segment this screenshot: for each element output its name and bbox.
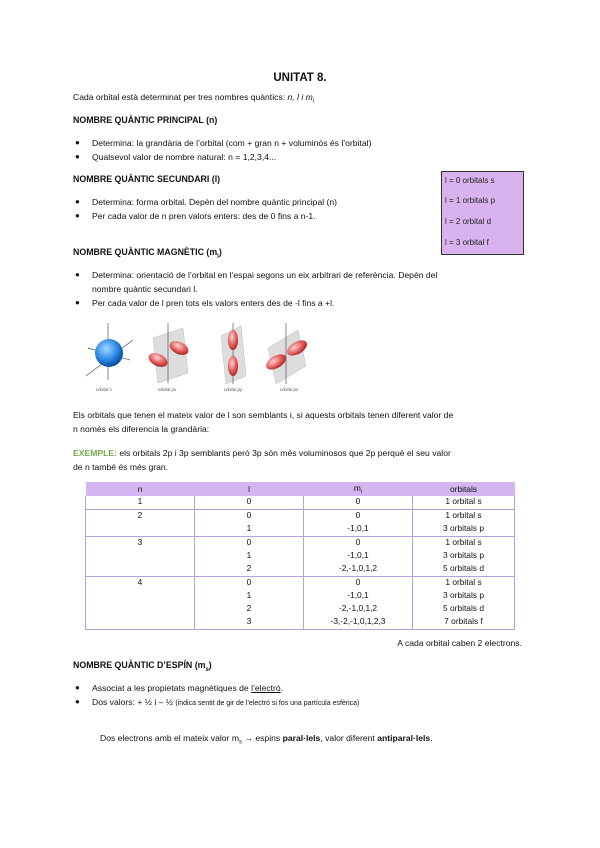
bullet-icon: ● (75, 152, 80, 161)
cell-n (86, 590, 195, 603)
spin-heading-end: ) (208, 660, 212, 670)
group-n2 (86, 510, 515, 537)
spin-b1-link[interactable]: l’electró (251, 683, 281, 693)
l-box-line-d: l = 2 orbital d (445, 217, 492, 226)
l-values-box (441, 171, 524, 255)
secundari-bullet-1: Determina: forma orbital. Depèn del nombre quàntic principal (n) (92, 197, 338, 207)
final-b: → espins (241, 733, 283, 743)
final-e: antiparal·lels (377, 733, 431, 743)
cell-n: 4 (86, 577, 195, 591)
magnetic-bullet-2: Per cada valor de l pren tots els valors enters des de -l fins a +l. (92, 298, 335, 308)
header-orbitals: orbitals (413, 482, 515, 496)
figure-label-s: orbital s (96, 387, 112, 392)
magnetic-bullet-1: Determina: orientació de l’orbital en l’espai segons un eix arbitrari de referència. Depèn del (92, 270, 438, 280)
intro-text: Cada orbital està determinat per tres nombres quàntics: (73, 92, 288, 102)
bullet-icon: ● (75, 697, 80, 706)
intro-sub: l (312, 98, 315, 105)
spin-heading-text: NOMBRE QUÀNTIC D’ESPÍN (m (73, 660, 206, 670)
page-title: UNITAT 8. (273, 72, 327, 84)
cell-l: 3 (195, 616, 304, 630)
paragraph-line-1: Els orbitals que tenen el mateix valor de l son semblants i, si aquests orbitals tenen diferent valor de (73, 410, 454, 420)
table-row (86, 577, 515, 591)
cell-orbitals: 1 orbital s (413, 537, 515, 551)
orbital-pz-icon (263, 323, 309, 384)
example-line-1 (73, 448, 451, 458)
figure-label-pz: orbital pz (280, 387, 299, 392)
table-row (86, 523, 515, 537)
final-c: paral·lels (282, 733, 321, 743)
final-f: . (430, 733, 433, 743)
cell-n: 2 (86, 510, 195, 524)
cell-orbitals: 3 orbitals p (413, 590, 515, 603)
example-label: EXEMPLE: (73, 448, 117, 458)
cell-l: 0 (195, 537, 304, 551)
cell-n: 1 (86, 496, 195, 510)
secundari-bullet-2: Per cada valor de n pren valors enters: des de 0 fins a n-1. (92, 211, 316, 221)
magnetic-heading-sub: l (217, 253, 219, 260)
final-sub: s (238, 739, 242, 746)
l-box-line-p: l = 1 orbitals p (445, 196, 496, 205)
spin-bullet-2 (92, 697, 359, 707)
bullet-icon: ● (75, 138, 80, 147)
spin-b2-text: Dos valors: + ½ i – ½ (92, 697, 176, 707)
intro-line (73, 92, 314, 105)
spin-heading-sub: s (205, 666, 209, 673)
cell-m: -3,-2,-1,0,1,2,3 (304, 616, 413, 630)
orbital-px-icon (146, 323, 190, 383)
cell-orbitals: 3 orbitals p (413, 550, 515, 563)
cell-orbitals: 1 orbital s (413, 577, 515, 591)
cell-m: 0 (304, 577, 413, 591)
cell-l: 2 (195, 603, 304, 616)
table-header-row (86, 482, 515, 496)
bullet-icon: ● (75, 683, 80, 692)
group-n1 (86, 496, 515, 510)
table-note: A cada orbital caben 2 electrons. (397, 638, 522, 648)
spin-b2-small: (indica sentit de gir de l’electró si fos una partícula esfèrica) (175, 700, 360, 707)
cell-l: 1 (195, 590, 304, 603)
cell-n (86, 550, 195, 563)
table-row (86, 550, 515, 563)
magnetic-heading-text: NOMBRE QUÀNTIC MAGNÈTIC (m (73, 247, 218, 257)
principal-bullet-2: Qualsevol valor de nombre natural: n = 1,2,3,4... (92, 152, 277, 162)
quantum-table (85, 482, 515, 630)
cell-orbitals: 7 orbitals f (413, 616, 515, 630)
final-d: , valor diferent (320, 733, 378, 743)
cell-m: -1,0,1 (304, 550, 413, 563)
table-row (86, 563, 515, 577)
spin-bullet-1 (92, 683, 283, 693)
table-row (86, 510, 515, 524)
figure-label-py: orbital py (224, 387, 243, 392)
header-m-sub: l (360, 489, 363, 496)
cell-m: 0 (304, 496, 413, 510)
orbital-s-icon (86, 323, 133, 380)
header-m-text: m (353, 482, 361, 493)
magnetic-heading-end: ) (218, 247, 222, 257)
cell-m: -2,-1,0,1,2 (304, 563, 413, 577)
principal-bullet-1: Determina: la grandària de l’orbital (com + gran n + voluminós és l’orbital) (92, 138, 372, 148)
cell-orbitals: 5 orbitals d (413, 603, 515, 616)
cell-n: 3 (86, 537, 195, 551)
paragraph-line-2: n només els diferencia la grandària: (73, 424, 210, 434)
figure-label-px: orbital px (158, 387, 177, 392)
cell-l: 1 (195, 523, 304, 537)
cell-n (86, 563, 195, 577)
spin-final-line (100, 733, 433, 746)
cell-m: -1,0,1 (304, 590, 413, 603)
table-row (86, 496, 515, 510)
cell-orbitals: 5 orbitals d (413, 563, 515, 577)
principal-heading: NOMBRE QUÀNTIC PRINCIPAL (n) (73, 115, 218, 125)
l-box-line-s: l = 0 orbitals s (445, 176, 495, 185)
cell-m: -2,-1,0,1,2 (304, 603, 413, 616)
intro-vars: n, l i m (287, 92, 313, 102)
orbital-figure (78, 318, 318, 393)
group-n4 (86, 577, 515, 630)
cell-orbitals: 1 orbital s (413, 496, 515, 510)
cell-l: 0 (195, 510, 304, 524)
bullet-icon: ● (75, 298, 80, 307)
cell-l: 0 (195, 496, 304, 510)
spin-heading (73, 660, 212, 673)
cell-m: 0 (304, 537, 413, 551)
table-row (86, 537, 515, 551)
cell-l: 0 (195, 577, 304, 591)
header-l: l (195, 482, 304, 496)
bullet-icon: ● (75, 270, 80, 279)
cell-orbitals: 1 orbital s (413, 510, 515, 524)
example-line-2: de n també és més gran. (73, 462, 169, 472)
spin-b1-end: . (280, 683, 284, 693)
table-row (86, 590, 515, 603)
cell-m: -1,0,1 (304, 523, 413, 537)
final-a: Dos electrons amb el mateix valor m (100, 733, 239, 743)
cell-orbitals: 3 orbitals p (413, 523, 515, 537)
cell-n (86, 523, 195, 537)
spin-b1-text: Associat a les propietats magnètiques de (92, 683, 252, 693)
table-row (86, 616, 515, 630)
bullet-icon: ● (75, 197, 80, 206)
cell-n (86, 603, 195, 616)
magnetic-heading (73, 247, 222, 260)
cell-l: 2 (195, 563, 304, 577)
table-row (86, 603, 515, 616)
header-m (304, 482, 413, 496)
group-n3 (86, 537, 515, 577)
bullet-icon: ● (75, 211, 80, 220)
header-n: n (86, 482, 195, 496)
cell-n (86, 616, 195, 630)
magnetic-bullet-1-cont: nombre quàntic secundari l. (92, 284, 198, 294)
cell-m: 0 (304, 510, 413, 524)
secundari-heading: NOMBRE QUÀNTIC SECUNDARI (l) (73, 174, 221, 184)
example-text-1: els orbitals 2p i 3p semblants però 3p són més voluminosos que 2p perquè el seu valor (116, 448, 451, 458)
l-box-line-f: l = 3 orbital f (445, 238, 489, 247)
orbital-py-icon (221, 323, 246, 384)
cell-l: 1 (195, 550, 304, 563)
